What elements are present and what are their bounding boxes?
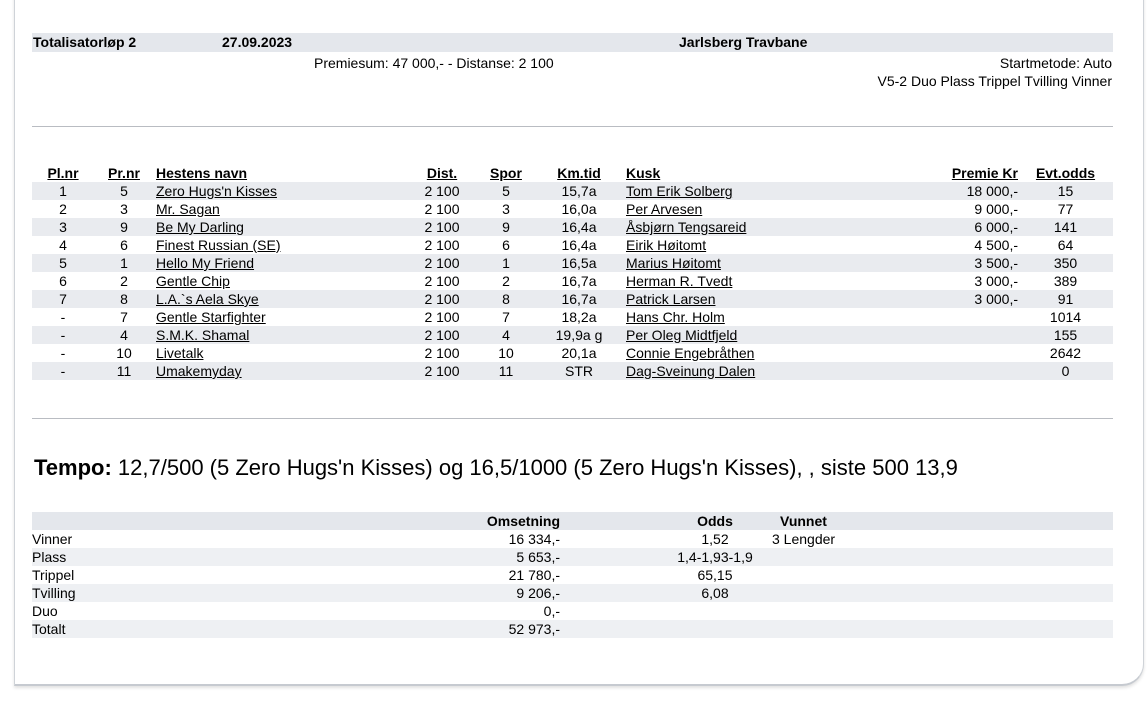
program-number: 7 xyxy=(120,309,128,325)
track-lane: 3 xyxy=(502,201,510,217)
tempo-label: Tempo: xyxy=(34,455,112,480)
summary-row xyxy=(32,602,1113,620)
horse-link[interactable]: S.M.K. Shamal xyxy=(156,327,250,343)
horse-link[interactable]: Finest Russian (SE) xyxy=(156,237,281,253)
prize-amount xyxy=(922,326,1018,344)
prize-distance: Premiesum: 47 000,- - Distanse: 2 100 xyxy=(314,55,554,71)
summary-row xyxy=(32,620,1113,638)
turnover: 0,- xyxy=(543,603,560,619)
placement: 7 xyxy=(32,290,94,308)
turnover: 21 780,- xyxy=(508,567,560,583)
prize-amount xyxy=(922,308,1018,326)
program-number: 4 xyxy=(94,326,154,344)
km-time: 16,4a xyxy=(540,218,618,236)
prize-amount: 18 000,- xyxy=(922,182,1018,200)
distance: 2 100 xyxy=(412,362,472,380)
summary-row xyxy=(32,566,1113,584)
divider xyxy=(32,418,1113,419)
track-lane: 10 xyxy=(498,345,514,361)
result-row xyxy=(32,344,1113,362)
horse-link[interactable]: L.A.`s Aela Skye xyxy=(156,291,259,307)
track-name: Jarlsberg Travbane xyxy=(679,34,808,50)
turnover: 5 653,- xyxy=(362,548,560,566)
bet-odds: 1,52 xyxy=(701,531,729,547)
track-lane: 5 xyxy=(472,182,540,200)
horse-link[interactable]: Umakemyday xyxy=(156,363,242,379)
bet-type: Vinner xyxy=(32,531,73,547)
col-header-kusk: Kusk xyxy=(626,165,661,181)
km-time: STR xyxy=(540,362,618,380)
placement: 5 xyxy=(32,254,94,272)
driver-link[interactable]: Marius Høitomt xyxy=(626,255,721,271)
prize-amount xyxy=(922,344,1018,362)
win-margin xyxy=(870,566,1113,584)
track-lane: 9 xyxy=(472,218,540,236)
placement: - xyxy=(32,362,94,380)
result-row xyxy=(32,290,1113,308)
track-lane: 6 xyxy=(502,237,510,253)
win-margin xyxy=(870,620,1113,638)
horse-link[interactable]: Zero Hugs'n Kisses xyxy=(156,183,277,199)
driver-link[interactable]: Åsbjørn Tengsareid xyxy=(626,219,747,235)
bet-odds: 65,15 xyxy=(697,567,733,583)
odds: 141 xyxy=(1018,218,1113,236)
summary-row xyxy=(32,548,1113,566)
odds: 389 xyxy=(1053,273,1078,289)
summary-header-row xyxy=(32,512,1113,530)
odds: 155 xyxy=(1018,326,1113,344)
result-row xyxy=(32,308,1113,326)
track-lane: 1 xyxy=(472,254,540,272)
odds: 1014 xyxy=(1049,309,1082,325)
placement: 3 xyxy=(32,218,94,236)
prize-amount: 6 000,- xyxy=(922,218,1018,236)
placement: 4 xyxy=(59,237,67,253)
bet-odds: 1,4-1,93-1,9 xyxy=(560,548,870,566)
driver-link[interactable]: Per Arvesen xyxy=(626,201,703,217)
driver-link[interactable]: Eirik Høitomt xyxy=(626,237,707,253)
driver-link[interactable]: Tom Erik Solberg xyxy=(626,183,733,199)
prize-amount: 9 000,- xyxy=(974,201,1018,217)
placement: - xyxy=(60,345,66,361)
program-number: 2 xyxy=(120,273,128,289)
bet-odds xyxy=(560,620,870,638)
km-time: 15,7a xyxy=(540,182,618,200)
summary-row xyxy=(32,584,1113,602)
program-number: 11 xyxy=(94,362,154,380)
race-date: 27.09.2023 xyxy=(222,34,293,50)
odds: 91 xyxy=(1018,290,1113,308)
km-time: 16,4a xyxy=(561,237,597,253)
distance: 2 100 xyxy=(412,182,472,200)
program-number: 6 xyxy=(120,237,128,253)
race-header-band xyxy=(32,33,1113,52)
distance: 2 100 xyxy=(424,237,460,253)
km-time: 18,2a xyxy=(561,309,597,325)
distance: 2 100 xyxy=(412,254,472,272)
turnover: 52 973,- xyxy=(362,620,560,638)
track-lane: 2 xyxy=(502,273,510,289)
tempo-text: 12,7/500 (5 Zero Hugs'n Kisses) og 16,5/1000 (5 Zero Hugs'n Kisses), , siste 500 13,9 xyxy=(111,455,958,480)
win-margin xyxy=(870,548,1113,566)
odds: 77 xyxy=(1057,201,1074,217)
col-header-odds: Evt.odds xyxy=(1035,165,1096,181)
driver-link[interactable]: Connie Engebråthen xyxy=(626,345,755,361)
result-row xyxy=(32,362,1113,380)
distance: 2 100 xyxy=(412,326,472,344)
result-row xyxy=(32,236,1113,254)
placement: 1 xyxy=(32,182,94,200)
distance: 2 100 xyxy=(424,201,460,217)
race-name: Totalisatorløp 2 xyxy=(33,34,137,50)
bet-odds xyxy=(560,602,870,620)
bet-type: Duo xyxy=(32,603,58,619)
col-header-pr: Pr.nr xyxy=(108,165,140,181)
prize-amount xyxy=(922,362,1018,380)
bet-type: Plass xyxy=(32,548,362,566)
horse-link[interactable]: Be My Darling xyxy=(156,219,244,235)
start-method: Startmetode: Auto xyxy=(999,55,1112,71)
summary-row xyxy=(32,530,1113,548)
turnover: 16 334,- xyxy=(508,531,560,547)
odds: 15 xyxy=(1018,182,1113,200)
horse-link[interactable]: Hello My Friend xyxy=(156,255,255,271)
program-number: 10 xyxy=(116,345,132,361)
odds: 350 xyxy=(1018,254,1113,272)
bet-type: Tvilling xyxy=(32,584,362,602)
program-number: 3 xyxy=(120,201,128,217)
odds: 2642 xyxy=(1049,345,1082,361)
km-time: 16,7a xyxy=(561,273,597,289)
prize-amount: 4 500,- xyxy=(974,237,1018,253)
distance: 2 100 xyxy=(424,309,460,325)
driver-link[interactable]: Herman R. Tvedt xyxy=(626,273,733,289)
col-header-km: Km.tid xyxy=(557,165,601,181)
col-header-dist: Dist. xyxy=(426,165,458,181)
col-header-premie: Premie Kr xyxy=(951,165,1018,181)
divider xyxy=(32,126,1113,127)
turnover: 9 206,- xyxy=(362,584,560,602)
results-header-row xyxy=(32,164,1113,182)
track-lane: 8 xyxy=(472,290,540,308)
program-number: 9 xyxy=(94,218,154,236)
driver-link[interactable]: Hans Chr. Holm xyxy=(626,309,725,325)
bet-odds: 6,08 xyxy=(560,584,870,602)
horse-link[interactable]: Gentle Chip xyxy=(156,273,230,289)
distance: 2 100 xyxy=(424,345,460,361)
track-lane: 4 xyxy=(472,326,540,344)
horse-link[interactable]: Gentle Starfighter xyxy=(156,309,266,325)
distance: 2 100 xyxy=(412,290,472,308)
track-lane: 11 xyxy=(472,362,540,380)
horse-link[interactable]: Livetalk xyxy=(156,345,204,361)
odds: 0 xyxy=(1018,362,1113,380)
km-time: 16,0a xyxy=(561,201,597,217)
track-lane: 7 xyxy=(502,309,510,325)
prize-amount: 3 500,- xyxy=(922,254,1018,272)
placement: 6 xyxy=(59,273,67,289)
result-row xyxy=(32,272,1113,290)
bet-type: Trippel xyxy=(32,567,75,583)
program-number: 1 xyxy=(94,254,154,272)
km-time: 20,1a xyxy=(561,345,597,361)
col-header-spor: Spor xyxy=(490,165,522,181)
result-row xyxy=(32,254,1113,272)
col-header-summary-odds: Odds xyxy=(560,512,870,530)
result-row xyxy=(32,200,1113,218)
program-number: 8 xyxy=(94,290,154,308)
results-table xyxy=(32,164,1113,380)
program-number: 5 xyxy=(94,182,154,200)
win-margin: 3 Lengder xyxy=(772,531,836,547)
driver-link[interactable]: Dag-Sveinung Dalen xyxy=(626,363,756,379)
result-row xyxy=(32,326,1113,344)
bet-type: Totalt xyxy=(32,620,362,638)
prize-amount: 3 000,- xyxy=(922,290,1018,308)
col-header-omsetning: Omsetning xyxy=(362,512,560,530)
km-time: 19,9a g xyxy=(540,326,618,344)
horse-link[interactable]: Mr. Sagan xyxy=(156,201,220,217)
prize-amount: 3 000,- xyxy=(974,273,1018,289)
col-header-vunnet: Vunnet xyxy=(870,512,1113,530)
distance: 2 100 xyxy=(424,273,460,289)
betting-summary-table xyxy=(32,512,1113,638)
placement: - xyxy=(60,309,66,325)
driver-link[interactable]: Patrick Larsen xyxy=(626,291,716,307)
km-time: 16,5a xyxy=(540,254,618,272)
win-margin xyxy=(870,602,1113,620)
col-header-pl: Pl.nr xyxy=(47,165,79,181)
km-time: 16,7a xyxy=(540,290,618,308)
bet-types: V5-2 Duo Plass Trippel Tvilling Vinner xyxy=(877,73,1112,89)
placement: - xyxy=(32,326,94,344)
placement: 2 xyxy=(59,201,67,217)
driver-link[interactable]: Per Oleg Midtfjeld xyxy=(626,327,738,343)
odds: 64 xyxy=(1057,237,1074,253)
col-header-name: Hestens navn xyxy=(156,165,248,181)
tempo-line xyxy=(34,455,958,481)
win-margin xyxy=(870,584,1113,602)
result-row xyxy=(32,182,1113,200)
distance: 2 100 xyxy=(412,218,472,236)
result-row xyxy=(32,218,1113,236)
